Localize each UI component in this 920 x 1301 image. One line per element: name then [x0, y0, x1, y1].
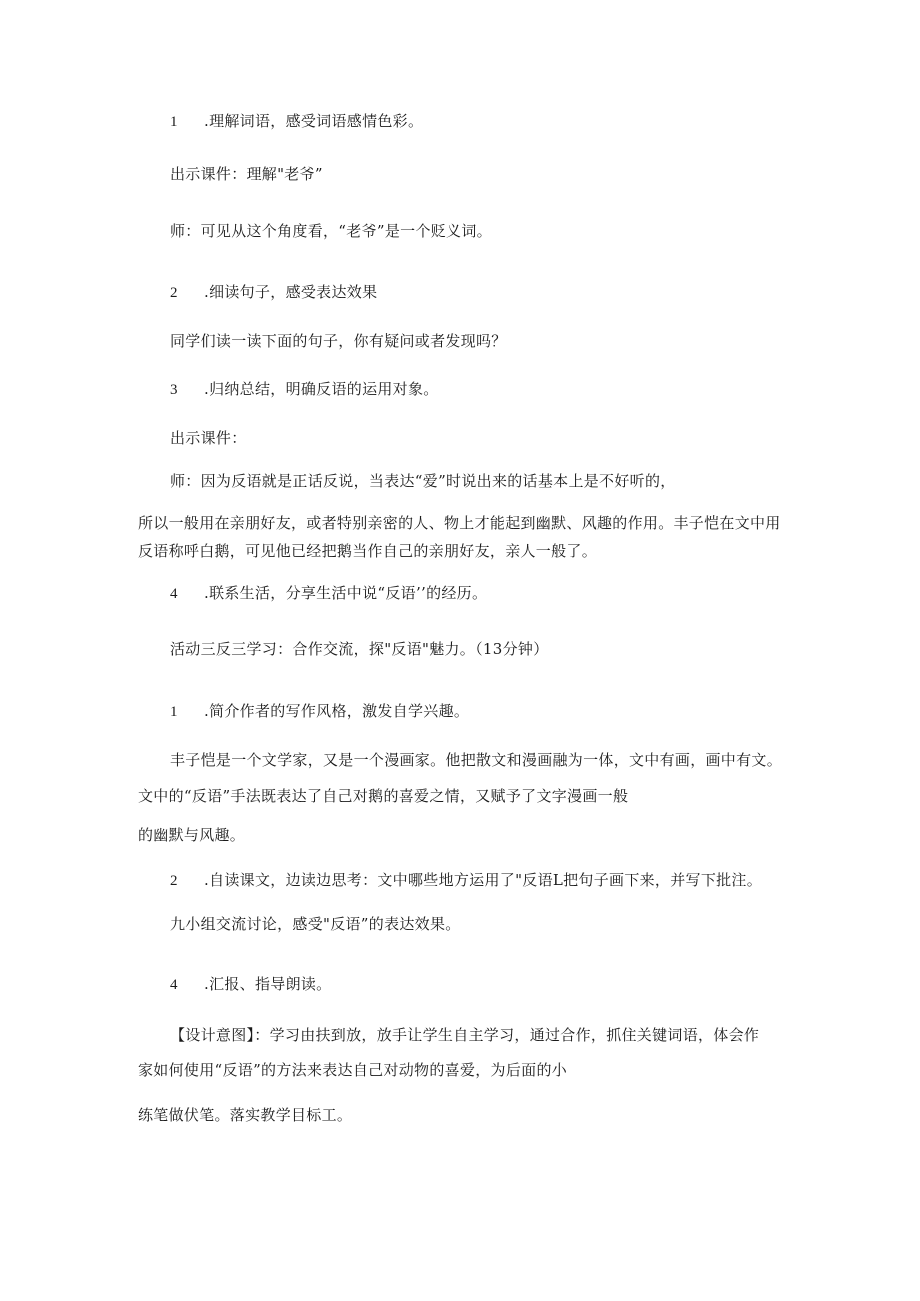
list-number: 1 [170, 114, 178, 130]
design-intent-paragraph: 【设计意图】：学习由扶到放，放手让学生自主学习，通过合作，抓住关键词语，体会作 [170, 1026, 760, 1044]
paragraph: 出示课件： [170, 429, 247, 447]
list-item [170, 871, 762, 890]
paragraph: 练笔做伏笔。落实教学目标工。 [138, 1106, 353, 1124]
list-number: 3 [170, 382, 178, 398]
list-item [170, 380, 439, 399]
paragraph: 师：可见从这个角度看，“老爷”是一个贬义词。 [170, 222, 492, 240]
list-item-text: .细读句子，感受表达效果 [204, 283, 378, 301]
list-number: 2 [170, 873, 178, 889]
list-number: 2 [170, 285, 178, 301]
list-item-text: .自读课文，边读边思考：文中哪些地方运用了"反语L把句子画下来，并写下批注。 [204, 871, 763, 889]
list-number: 4 [170, 586, 178, 602]
list-item [170, 584, 487, 603]
list-item-text: .归纳总结，明确反语的运用对象。 [204, 380, 439, 398]
paragraph: 家如何使用“反语”的方法来表达自己对动物的喜爱，为后面的小 [138, 1061, 568, 1079]
list-item-text: .汇报、指导朗读。 [204, 975, 332, 993]
paragraph: 师：因为反语就是正话反说，当表达“爱”时说出来的话基本上是不好听的， [170, 472, 676, 490]
paragraph: 同学们读一读下面的句子，你有疑问或者发现吗？ [170, 332, 507, 350]
list-item-text: .简介作者的写作风格，激发自学兴趣。 [204, 702, 470, 720]
list-item [170, 975, 331, 994]
paragraph: 文中的“反语”手法既表达了自己对鹅的喜爱之情，又赋予了文字漫画一般 [138, 787, 629, 805]
paragraph: 九小组交流讨论，感受"反语”的表达效果。 [170, 915, 461, 933]
list-item-text: .联系生活，分享生活中说“反语’’的经历。 [204, 584, 488, 602]
list-item-text: .理解词语，感受词语感情色彩。 [204, 112, 424, 130]
list-item [170, 702, 469, 721]
section-heading: 活动三反三学习：合作交流，探"反语"魅力。（13分钟） [170, 640, 549, 658]
paragraph: 出示课件：理解"老爷” [170, 165, 323, 183]
paragraph: 丰子恺是一个文学家，又是一个漫画家。他把散文和漫画融为一体，文中有画，画中有文。 [170, 751, 783, 769]
list-item [170, 112, 423, 131]
list-number: 1 [170, 704, 178, 720]
list-item [170, 283, 377, 302]
list-number: 4 [170, 977, 178, 993]
paragraph: 反语称呼白鹅，可见他已经把鹅当作自己的亲朋好友，亲人一般了。 [138, 542, 598, 560]
paragraph: 所以一般用在亲朋好友，或者特别亲密的人、物上才能起到幽默、风趣的作用。丰子恺在文中用 [138, 514, 781, 532]
paragraph: 的幽默与风趣。 [138, 826, 246, 844]
